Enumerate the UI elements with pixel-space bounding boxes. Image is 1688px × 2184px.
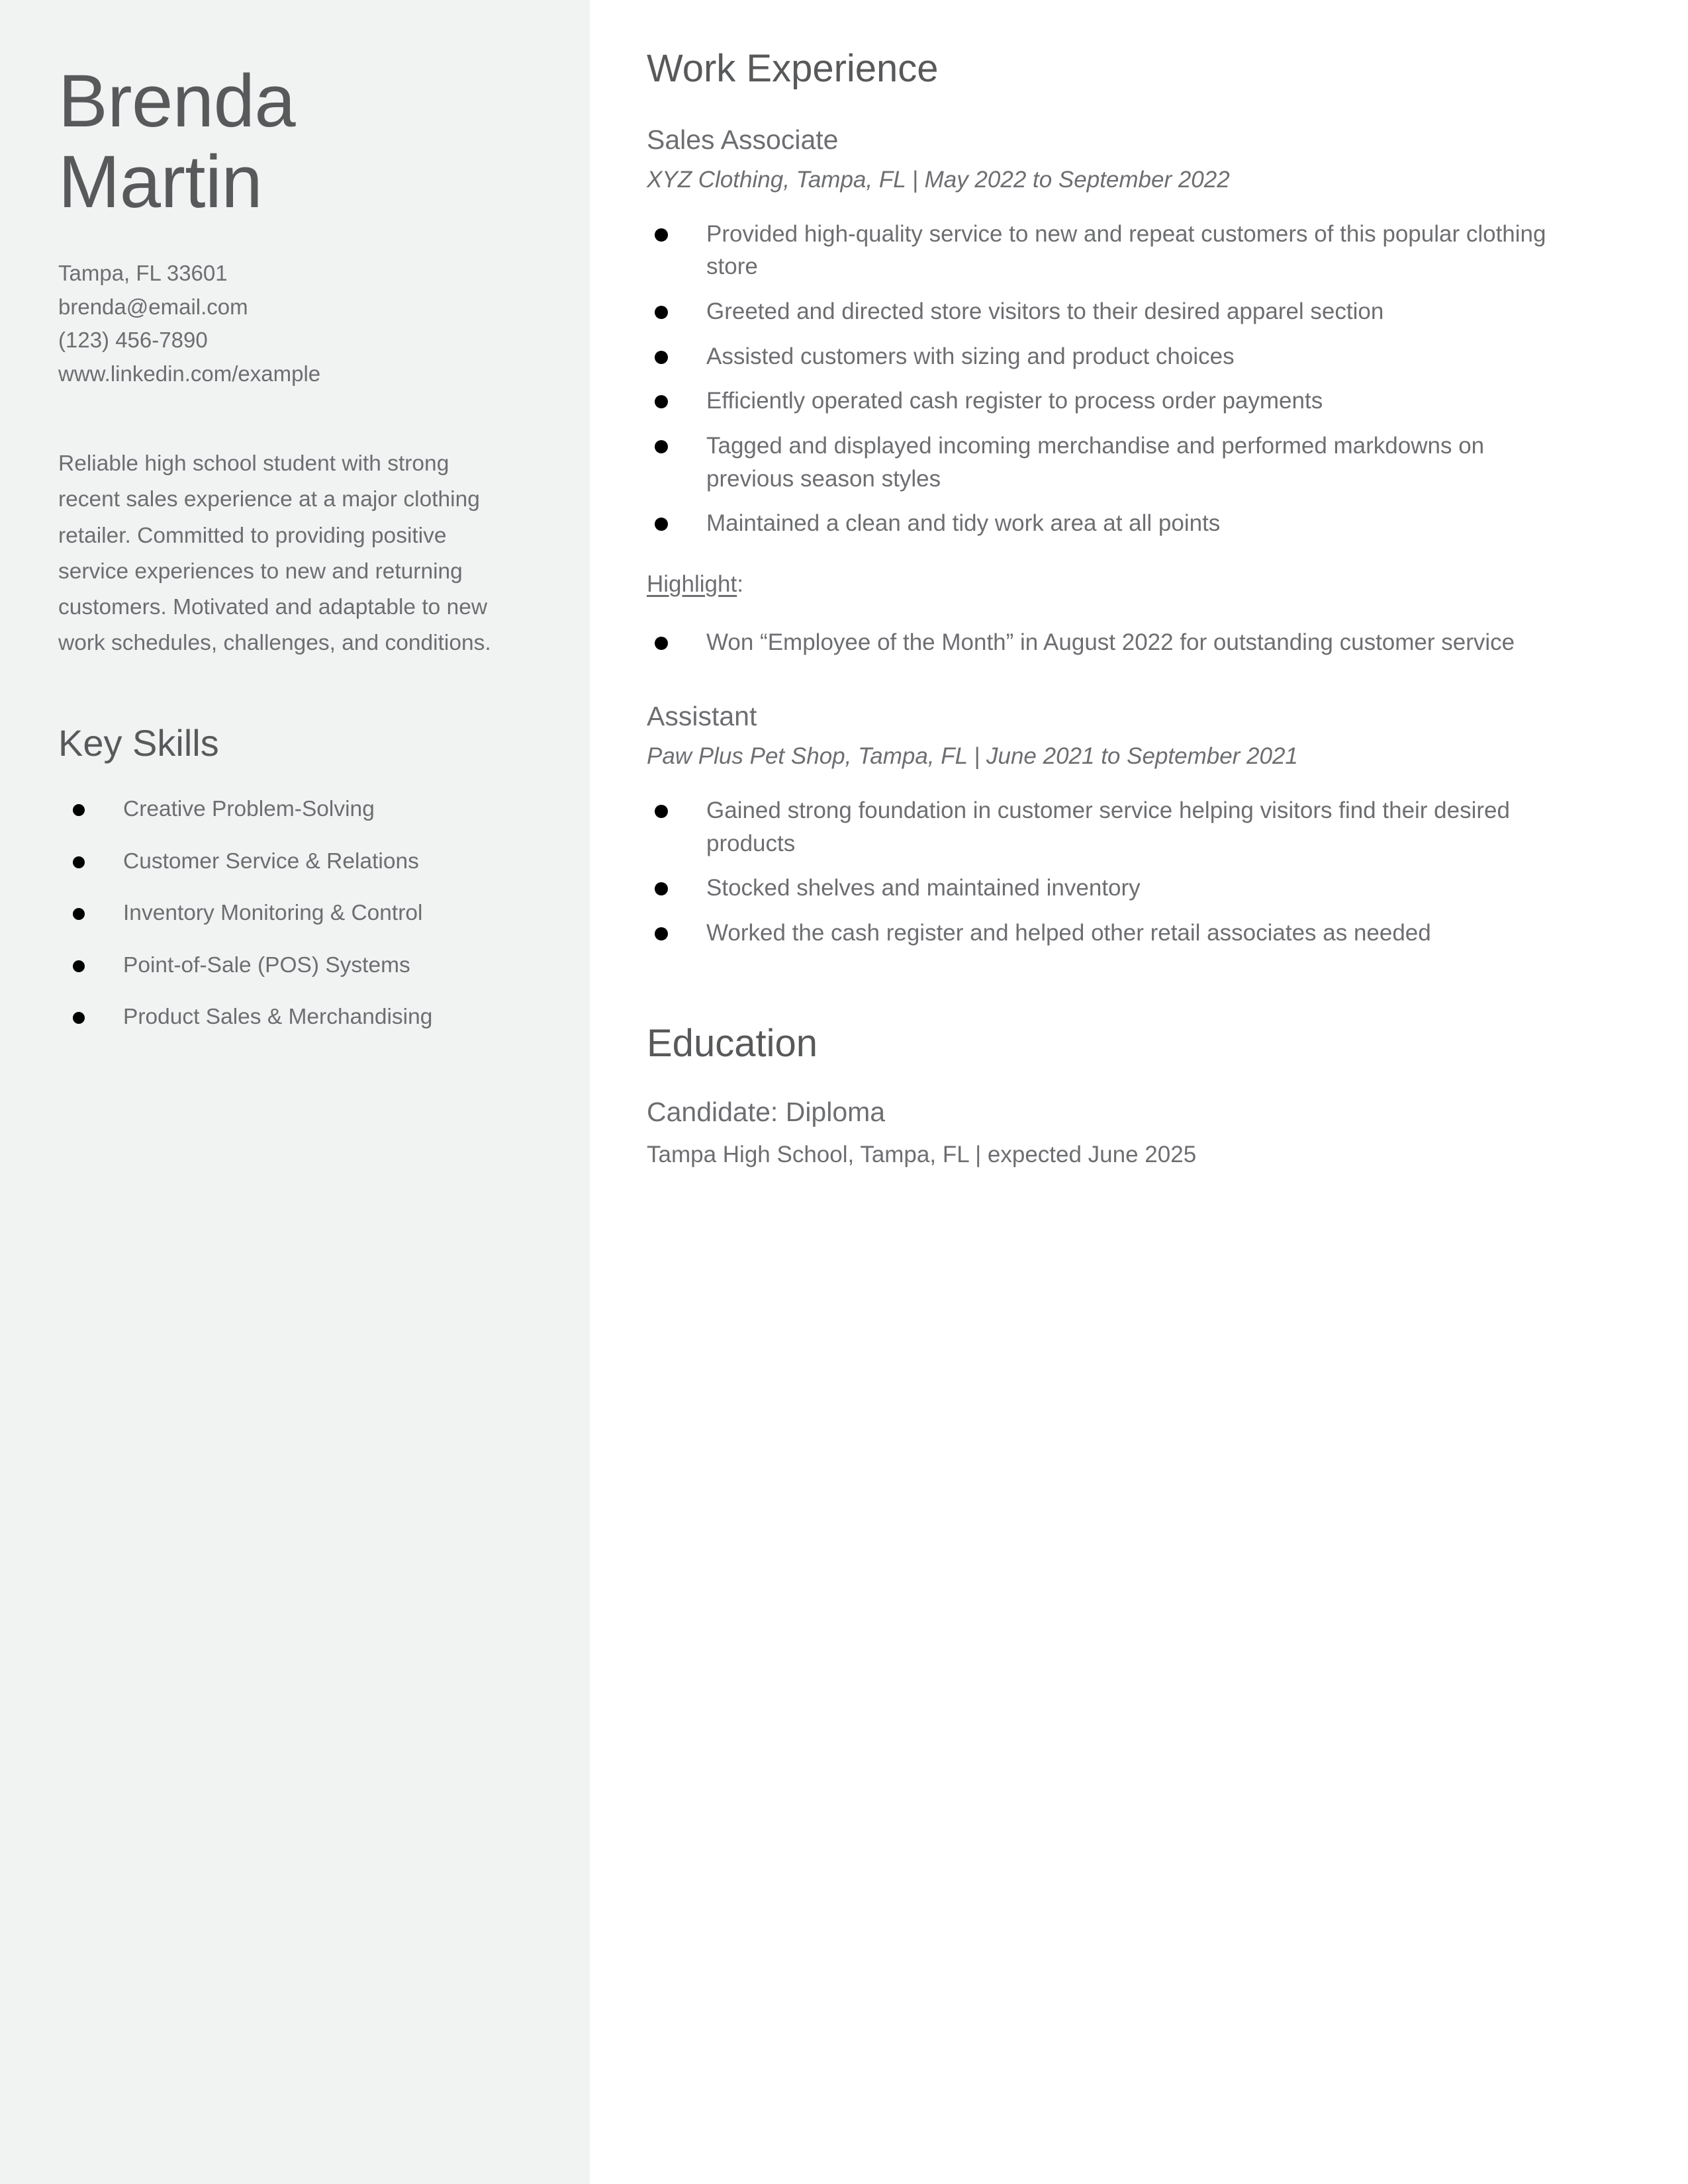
contact-phone[interactable]: (123) 456-7890 [58, 328, 208, 353]
bullet-dot-icon [655, 637, 668, 650]
highlight-bullet [647, 626, 1575, 659]
skill-item [58, 795, 524, 824]
job-bullet-text: Provided high-quality service to new and repeat customers of this popular clothing store [706, 220, 1546, 280]
education-heading: Education [647, 1021, 818, 1065]
job-bullet [647, 917, 1575, 950]
education-school-dates: Tampa High School, Tampa, FL | expected June 2025 [647, 1141, 1197, 1167]
skill-label: Product Sales & Merchandising [123, 1005, 433, 1030]
skill-item [58, 847, 524, 876]
job-bullet-text: Assisted customers with sizing and product choices [706, 343, 1235, 369]
education-entry [647, 1095, 1575, 1170]
job-bullet [647, 430, 1575, 495]
job-bullet-text: Stocked shelves and maintained inventory [706, 875, 1141, 901]
job-bullet [647, 295, 1575, 328]
contact-email[interactable]: brenda@email.com [58, 294, 248, 319]
candidate-first-name: Brenda [58, 60, 296, 142]
job-company-dates: XYZ Clothing, Tampa, FL | May 2022 to September 2022 [647, 167, 1230, 193]
bullet-dot-icon [73, 856, 85, 868]
job-bullet-text: Maintained a clean and tidy work area at all points [706, 510, 1221, 537]
bullet-dot-icon [73, 908, 85, 920]
highlight-label-text: Highlight [647, 571, 737, 598]
bullet-dot-icon [655, 518, 668, 531]
highlight-bullet-text: Won “Employee of the Month” in August 2022 for outstanding customer service [706, 629, 1515, 655]
contact-location: Tampa, FL 33601 [58, 261, 228, 286]
job-bullet-text: Greeted and directed store visitors to their desired apparel section [706, 298, 1384, 324]
job-bullet [647, 218, 1575, 283]
job-bullet-list [647, 218, 1575, 541]
job-title: Assistant [647, 701, 757, 732]
work-experience-heading: Work Experience [647, 47, 939, 90]
job-bullet [647, 385, 1575, 418]
bullet-dot-icon [73, 960, 85, 972]
highlight-label-colon: : [737, 571, 743, 598]
bullet-dot-icon [73, 804, 85, 816]
job-title: Sales Associate [647, 124, 839, 155]
job-bullet-text: Gained strong foundation in customer service helping visitors find their desired products [706, 797, 1510, 856]
job-bullet [647, 794, 1575, 860]
skill-label: Inventory Monitoring & Control [123, 901, 423, 926]
job-bullet [647, 872, 1575, 905]
skill-item [58, 1003, 524, 1032]
highlight-label [647, 569, 1575, 600]
skill-label: Point-of-Sale (POS) Systems [123, 952, 410, 978]
job-bullet-text: Tagged and displayed incoming merchandise and performed markdowns on previous season styles [706, 432, 1485, 492]
bullet-dot-icon [655, 440, 668, 453]
bullet-dot-icon [655, 395, 668, 408]
sidebar [0, 0, 590, 2184]
bullet-dot-icon [655, 805, 668, 818]
job-company-dates: Paw Plus Pet Shop, Tampa, FL | June 2021 to September 2021 [647, 743, 1298, 770]
job-bullet-text: Efficiently operated cash register to process order payments [706, 388, 1323, 414]
candidate-last-name: Martin [58, 140, 263, 224]
key-skills-heading: Key Skills [58, 721, 219, 764]
key-skills-list [58, 795, 524, 1032]
candidate-name [58, 61, 524, 222]
job-bullet [647, 340, 1575, 373]
contact-website[interactable]: www.linkedin.com/example [58, 361, 321, 386]
job-bullet-list [647, 794, 1575, 950]
professional-summary: Reliable high school student with strong recent sales experience at a major clothing retailer. Committed to providing positive service experiences to new and returning customers. Motivated and adaptable to new work schedules, challenges, and conditions. [58, 451, 491, 656]
bullet-dot-icon [655, 882, 668, 895]
bullet-dot-icon [655, 228, 668, 242]
bullet-dot-icon [655, 351, 668, 364]
skill-item [58, 899, 524, 928]
job-bullet [647, 507, 1575, 540]
job-entry [647, 123, 1575, 659]
skill-label: Customer Service & Relations [123, 848, 419, 874]
bullet-dot-icon [73, 1012, 85, 1024]
bullet-dot-icon [655, 306, 668, 319]
highlight-bullet-list [647, 626, 1575, 659]
skill-label: Creative Problem-Solving [123, 797, 375, 822]
bullet-dot-icon [655, 927, 668, 940]
job-entry [647, 700, 1575, 950]
skill-item [58, 951, 524, 980]
main-content [590, 0, 1688, 2184]
contact-info [58, 257, 524, 390]
job-bullet-text: Worked the cash register and helped other retail associates as needed [706, 920, 1431, 946]
education-degree: Candidate: Diploma [647, 1096, 886, 1127]
